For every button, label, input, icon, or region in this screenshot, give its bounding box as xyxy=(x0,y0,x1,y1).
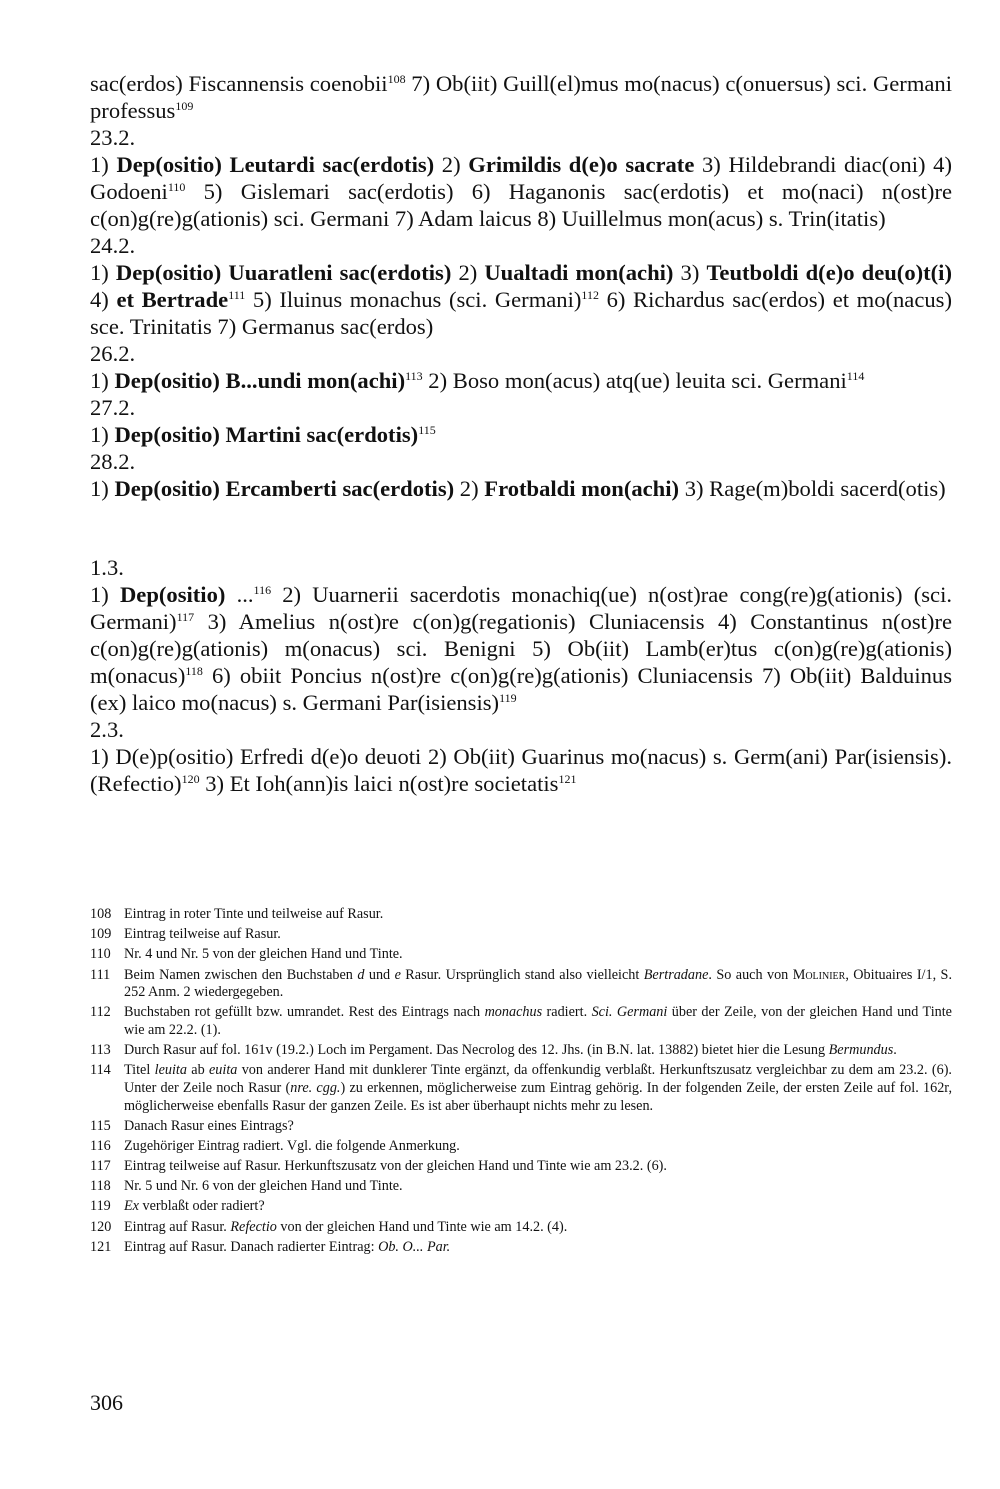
footnote-ref: 112 xyxy=(581,288,599,302)
bold-run: Uualtadi mon(achi) xyxy=(484,260,674,285)
footnote-number: 119 xyxy=(90,1198,111,1215)
text-run: ab xyxy=(186,1062,209,1079)
italic-run: monachus xyxy=(484,1004,543,1021)
text-run: 3) Amelius n(ost)re c(on)g(regationis) Cluniacensis 4) Constantinus n(ost)re c(on)g(re)g(ationis) m(onacus) sci. Benigni 5) Ob(iit) Lamb(er)tus c(on)g(re)g(ationis) m(onacus) xyxy=(90,609,952,688)
text-run: 5) Gislemari sac(erdotis) 6) Haganonis sac(erdotis) et mo(naci) n(ost)re c(on)g(re)g(ationis) sci. Germani 7) Adam laicus 8) Uuillelmus mon(acus) s. Trin(itatis) xyxy=(90,179,952,231)
bold-run: Dep(ositio) Uuaratleni sac(erdotis) xyxy=(115,260,452,285)
bold-run: Dep(ositio) Ercamberti sac(erdotis) xyxy=(114,476,455,501)
footnote xyxy=(90,946,952,964)
italic-run: Refectio xyxy=(230,1218,277,1235)
footnote-text xyxy=(124,1178,952,1196)
footnote-ref: 109 xyxy=(175,99,194,113)
date-heading: 2.3. xyxy=(90,717,124,742)
bold-run: Dep(ositio) Leutardi sac(erdotis) xyxy=(116,152,435,177)
footnote-number: 116 xyxy=(90,1137,111,1154)
footnote-text xyxy=(124,1219,952,1237)
text-run: 1) xyxy=(90,476,115,501)
footnote-ref: 117 xyxy=(176,610,195,624)
text-run: Nr. 4 und Nr. 5 von der gleichen Hand und Tinte. xyxy=(124,946,403,963)
footnote xyxy=(90,1158,952,1176)
footnote-number: 109 xyxy=(90,926,112,943)
main-text xyxy=(90,70,952,797)
section-gap xyxy=(90,502,952,554)
text-run: Eintrag teilweise auf Rasur. xyxy=(124,926,281,943)
footnote xyxy=(90,967,952,1002)
text-run: verblaßt oder radiert? xyxy=(138,1198,265,1215)
footnote xyxy=(90,906,952,924)
italic-run: leuita xyxy=(154,1062,187,1079)
entry-paragraph xyxy=(90,367,952,394)
text-run: 3) Hildebrandi diac(oni) 4) Godoeni xyxy=(90,152,952,204)
bold-run: et Bertrade xyxy=(116,287,229,312)
text-run: , Obituaires I/1, S. 252 Anm. 2 wiedergegeben. xyxy=(124,966,952,1001)
footnote-ref: 115 xyxy=(418,423,436,437)
small-caps-run: Molinier xyxy=(792,966,846,983)
text-run: über der Zeile, von der gleichen Hand und Tinte wie am 22.2. (1). xyxy=(124,1004,952,1038)
footnote-number: 111 xyxy=(90,966,111,983)
text-run: Beim Namen zwischen den Buchstaben xyxy=(124,966,358,983)
footnote-ref: 119 xyxy=(499,691,517,705)
footnote-number: 120 xyxy=(90,1218,112,1235)
text-run: von anderer Hand mit dunklerer Tinte ergänzt, da offenkundig verblaßt. Herkunftszusatz vergleichbar zu dem am 23.2. (6). Unter der Zeile noch Rasur ( xyxy=(124,1062,952,1096)
text-run: 2) Uuarnerii sacerdotis monachiq(ue) n(ost)rae cong(re)g(ationis) (sci. Germani) xyxy=(90,582,952,634)
footnote-number: 118 xyxy=(90,1178,111,1195)
bold-run: Frotbaldi mon(achi) xyxy=(484,476,680,501)
entry-paragraph xyxy=(90,421,952,448)
footnote-text xyxy=(124,1138,952,1156)
entry-paragraph xyxy=(90,581,952,716)
text-run: ... xyxy=(225,582,254,607)
text-run: 7) Ob(iit) Guill(el)mus mo(nacus) c(onuersus) sci. Germani professus xyxy=(90,71,953,123)
footnote-text xyxy=(124,1004,952,1039)
footnote xyxy=(90,1118,952,1136)
bold-run: Dep(ositio) Martini sac(erdotis) xyxy=(114,422,419,447)
footnote-text xyxy=(124,1239,952,1257)
entry-continuation xyxy=(90,70,952,124)
text-run: 4) xyxy=(90,287,117,312)
text-run: 2) xyxy=(454,476,485,501)
footnote-ref: 111 xyxy=(228,288,246,302)
bold-run: Grimildis d(e)o sacrate xyxy=(468,152,695,177)
footnote-ref: 118 xyxy=(185,664,203,678)
footnote xyxy=(90,1042,952,1060)
footnote-ref: 116 xyxy=(253,583,272,597)
date-heading: 26.2. xyxy=(90,341,136,366)
text-run: 2) xyxy=(434,152,469,177)
footnote-text xyxy=(124,967,952,1002)
text-run: Zugehöriger Eintrag radiert. Vgl. die folgende Anmerkung. xyxy=(124,1137,460,1154)
text-run: . So auch von xyxy=(708,966,793,983)
text-run: sac(erdos) Fiscannensis coenobii xyxy=(90,71,388,96)
footnote-number: 115 xyxy=(90,1117,111,1134)
footnote-ref: 121 xyxy=(558,772,577,786)
text-run: 1) xyxy=(90,422,115,447)
footnote xyxy=(90,1219,952,1237)
date-heading: 27.2. xyxy=(90,395,136,420)
footnote-number: 113 xyxy=(90,1042,111,1059)
text-run: Danach Rasur eines Eintrags? xyxy=(124,1117,294,1134)
text-run: 1) xyxy=(90,152,117,177)
text-run: und xyxy=(364,966,395,983)
text-run: Rasur. Ursprünglich stand also vielleicht xyxy=(400,966,644,983)
text-run: Eintrag auf Rasur. Danach radierter Eintrag: xyxy=(124,1238,379,1255)
italic-run: Bermundus xyxy=(828,1042,894,1059)
footnote-text xyxy=(124,1198,952,1216)
entry-paragraph xyxy=(90,259,952,340)
footnote xyxy=(90,1178,952,1196)
footnotes xyxy=(90,906,952,1259)
date-heading: 24.2. xyxy=(90,233,136,258)
text-run: . xyxy=(893,1042,897,1059)
italic-run: nre. cgg. xyxy=(290,1079,341,1096)
footnote-number: 110 xyxy=(90,946,111,963)
bold-run: Dep(ositio) xyxy=(119,582,226,607)
footnote xyxy=(90,1239,952,1257)
text-run: Eintrag teilweise auf Rasur. Herkunftszusatz von der gleichen Hand und Tinte wie am 23.2. (6). xyxy=(124,1158,667,1175)
italic-run: Ob. O... Par. xyxy=(378,1238,451,1255)
footnote xyxy=(90,926,952,944)
bold-run: Dep(ositio) B...undi mon(achi) xyxy=(114,368,406,393)
footnote-number: 112 xyxy=(90,1004,111,1021)
text-run: 6) Richardus sac(erdos) et mo(nacus) sce. Trinitatis 7) Germanus sac(erdos) xyxy=(90,287,952,339)
text-run: radiert. xyxy=(542,1004,592,1021)
text-run: Titel xyxy=(124,1062,155,1079)
footnote-ref: 113 xyxy=(405,369,423,383)
entry-paragraph xyxy=(90,743,952,797)
text-run: 2) xyxy=(451,260,485,285)
footnote-number: 114 xyxy=(90,1062,111,1079)
italic-run: Ex xyxy=(124,1198,139,1215)
text-run: 3) xyxy=(673,260,707,285)
footnote-text xyxy=(124,1118,952,1136)
footnote-text xyxy=(124,926,952,944)
text-run: 6) obiit Poncius n(ost)re c(on)g(re)g(ationis) Cluniacensis 7) Ob(iit) Balduinus (ex) laico mo(nacus) s. Germani Par(isiensis) xyxy=(90,663,952,715)
text-run: 1) xyxy=(90,260,116,285)
page-number: 306 xyxy=(90,1390,123,1415)
date-heading: 1.3. xyxy=(90,555,124,580)
footnote xyxy=(90,1062,952,1115)
entry-paragraph xyxy=(90,475,952,502)
footnote-number: 108 xyxy=(90,906,112,922)
footnote-ref: 114 xyxy=(846,369,865,383)
text-run: 3) Rage(m)boldi sacerd(otis) xyxy=(679,476,946,501)
footnote-text xyxy=(124,946,952,964)
bold-run: Teutboldi d(e)o deu(o)t(i) xyxy=(706,260,952,285)
footnote-text xyxy=(124,1062,952,1115)
text-run: von der gleichen Hand und Tinte wie am 14.2. (4). xyxy=(276,1218,568,1235)
footnote xyxy=(90,1198,952,1216)
footnote-text xyxy=(124,906,952,924)
text-run: Durch Rasur auf fol. 161v (19.2.) Loch im Pergament. Das Necrolog des 12. Jhs. (in B.N. lat. 13882) bietet hier die Lesung xyxy=(124,1042,829,1059)
italic-run: d xyxy=(357,966,365,983)
text-run: Eintrag in roter Tinte und teilweise auf Rasur. xyxy=(124,906,384,922)
date-heading: 23.2. xyxy=(90,125,136,150)
footnote xyxy=(90,1138,952,1156)
text-run: 3) Et Ioh(ann)is laici n(ost)re societatis xyxy=(199,771,559,796)
text-run: 5) Iluinus monachus (sci. Germani) xyxy=(245,287,582,312)
footnote-text xyxy=(124,1158,952,1176)
italic-run: Bertradane xyxy=(643,966,709,983)
text-run: 1) D(e)p(ositio) Erfredi d(e)o deuoti 2) Ob(iit) Guarinus mo(nacus) s. Germ(ani) Par(isiensis). (Refectio) xyxy=(90,744,952,796)
footnote-text xyxy=(124,1042,952,1060)
entry-paragraph xyxy=(90,151,952,232)
footnote xyxy=(90,1004,952,1039)
text-run: 2) Boso mon(acus) atq(ue) leuita sci. Germani xyxy=(422,368,847,393)
italic-run: e xyxy=(394,966,401,983)
footnote-number: 117 xyxy=(90,1158,111,1175)
italic-run: euita xyxy=(209,1062,238,1079)
italic-run: Sci. Germani xyxy=(591,1004,668,1021)
footnote-number: 121 xyxy=(90,1238,112,1255)
footnote-ref: 120 xyxy=(181,772,200,786)
text-run: ) zu erkennen, möglicherweise zum Eintrag gehörig. In der folgenden Zeile, der ersten Zeile auf fol. 162r, möglicherweise ebenfalls Rasur der ganzen Zeile. Es ist aber überhaupt nichts mehr zu lesen. xyxy=(124,1079,952,1114)
footnote-ref: 110 xyxy=(167,180,186,194)
text-run: Eintrag auf Rasur. xyxy=(124,1218,231,1235)
date-heading: 28.2. xyxy=(90,449,136,474)
text-run: 1) xyxy=(90,582,120,607)
text-run: 1) xyxy=(90,368,115,393)
text-run: Nr. 5 und Nr. 6 von der gleichen Hand und Tinte. xyxy=(124,1178,403,1195)
footnote-ref: 108 xyxy=(387,72,406,86)
text-run: Buchstaben rot gefüllt bzw. umrandet. Rest des Eintrags nach xyxy=(124,1004,485,1021)
